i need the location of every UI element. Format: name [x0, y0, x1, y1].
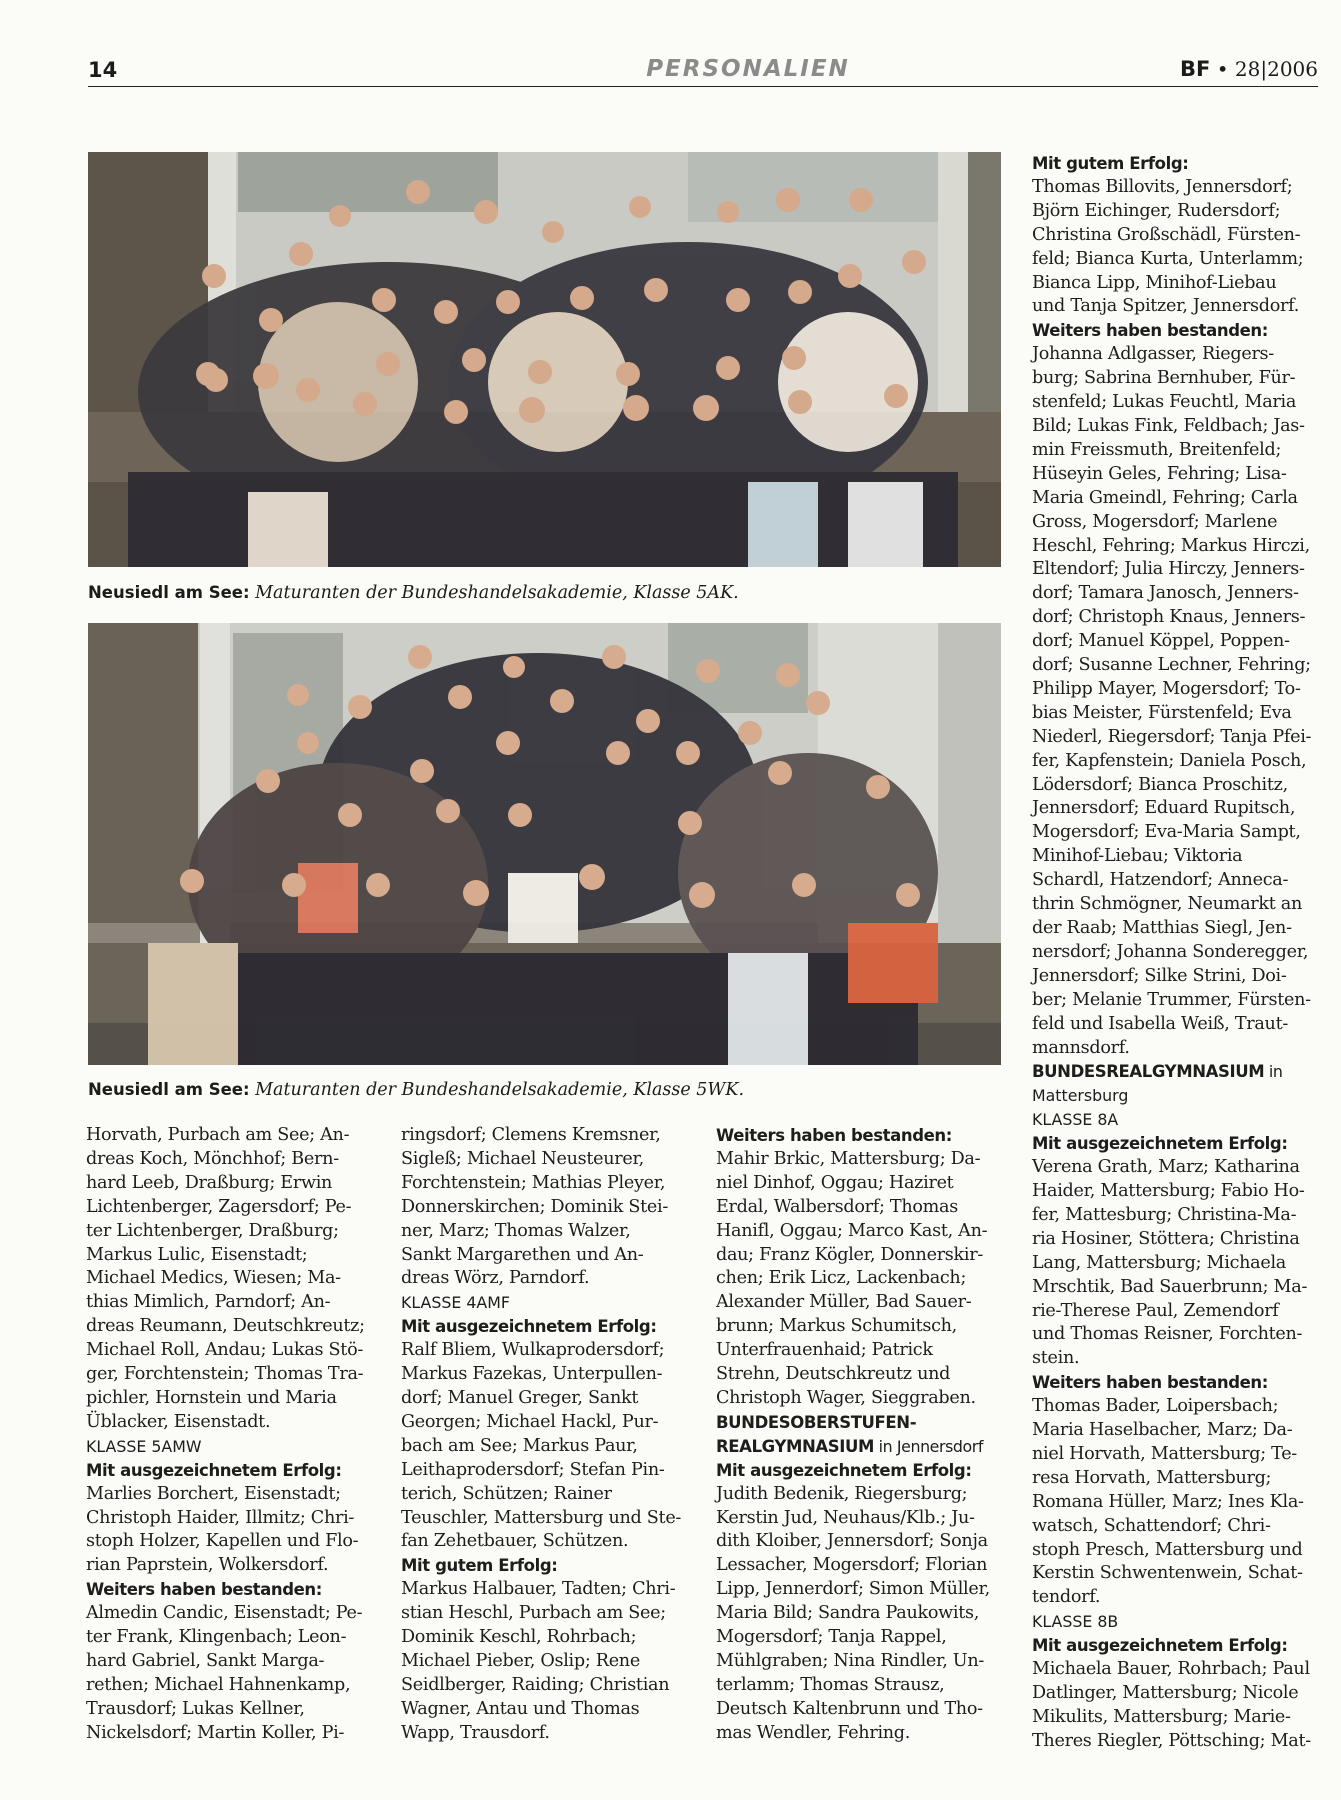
- text-line: Wapp, Trausdorf.: [401, 1722, 550, 1743]
- text-line: dith Kloiber, Jennersdorf; Sonja: [716, 1531, 988, 1552]
- text-line: Georgen; Michael Hackl, Pur-: [401, 1411, 659, 1432]
- separator-dot: •: [1216, 57, 1229, 81]
- text-line: Markus Halbauer, Tadten; Chri-: [401, 1579, 676, 1600]
- text-line: Judith Bedenik, Riegersburg;: [716, 1483, 968, 1504]
- text-line: Kerstin Jud, Neuhaus/Klb.; Ju-: [716, 1507, 975, 1528]
- text-line: Lichtenberger, Zagersdorf; Pe-: [86, 1196, 352, 1217]
- text-line: Mikulits, Mattersburg; Marie-: [1032, 1706, 1291, 1727]
- subheading: Mit ausgezeichnetem Erfolg:: [401, 1317, 657, 1337]
- text-line: Maria Gmeindl, Fehring; Carla: [1032, 487, 1298, 508]
- text-line: Christoph Haider, Illmitz; Chri-: [86, 1507, 355, 1528]
- school-heading: [716, 1435, 990, 1459]
- text-line: ria Hosiner, Stöttera; Christina: [1032, 1228, 1300, 1249]
- subheading: Mit ausgezeichnetem Erfolg:: [1032, 1134, 1288, 1154]
- subheading: Weiters haben bestanden:: [716, 1126, 952, 1145]
- text-line: Mühlgraben; Nina Rindler, Un-: [716, 1650, 984, 1671]
- text-line: ger, Forchtenstein; Thomas Tra-: [86, 1364, 364, 1385]
- text-line: feld; Bianca Kurta, Unterlamm;: [1032, 248, 1304, 269]
- text-line: Romana Hüller, Marz; Ines Kla-: [1032, 1491, 1304, 1512]
- photo-caption-5ak: [88, 582, 1001, 604]
- text-line: Lang, Mattersburg; Michaela: [1032, 1252, 1286, 1273]
- subheading: Mit ausgezeichnetem Erfolg:: [86, 1460, 342, 1480]
- text-line: Sigleß; Michael Neusteurer,: [401, 1148, 644, 1169]
- class-label: KLASSE 4AMF: [401, 1293, 510, 1313]
- text-line: Lessacher, Mogersdorf; Florian: [716, 1555, 988, 1576]
- caption-description: Maturanten der Bundeshandelsakademie, Klasse 5WK.: [249, 1080, 745, 1100]
- text-line: dorf; Manuel Köppel, Poppen-: [1032, 631, 1290, 652]
- text-line: stein.: [1032, 1348, 1080, 1369]
- issue-number: 28|2006: [1234, 57, 1318, 81]
- text-line: Björn Eichinger, Rudersdorf;: [1032, 200, 1281, 221]
- text-line: chen; Erik Licz, Lackenbach;: [716, 1268, 967, 1289]
- text-line: und Thomas Reisner, Forchten-: [1032, 1324, 1303, 1345]
- caption-place: Neusiedl am See:: [88, 583, 250, 602]
- text-line: Lödersdorf; Bianca Proschitz,: [1032, 774, 1288, 795]
- school-location-prefix: in: [1264, 1062, 1283, 1082]
- school-name: REALGYMNASIUM: [716, 1436, 875, 1456]
- text-line: Lipp, Jennerdorf; Simon Müller,: [716, 1579, 990, 1600]
- text-line: niel Horvath, Mattersburg; Te-: [1032, 1443, 1297, 1464]
- text-line: thrin Schmögner, Neumarkt an: [1032, 894, 1303, 915]
- publication-name: BF: [1180, 57, 1211, 81]
- text-line: Michael Pieber, Oslip; Rene: [401, 1650, 640, 1671]
- text-line: und Tanja Spitzer, Jennersdorf.: [1032, 296, 1300, 317]
- text-line: Dominik Keschl, Rohrbach;: [401, 1627, 637, 1648]
- text-line: stenfeld; Lukas Feuchtl, Maria: [1032, 392, 1297, 413]
- text-line: nersdorf; Johanna Sonderegger,: [1032, 941, 1309, 962]
- school-location: in Jennersdorf: [874, 1436, 984, 1456]
- text-line: Schardl, Hatzendorf; Anneca-: [1032, 870, 1289, 891]
- text-line: ter Lichtenberger, Draßburg;: [86, 1220, 339, 1241]
- school-name: BUNDESREALGYMNASIUM: [1032, 1062, 1265, 1082]
- text-line: Theres Riegler, Pöttsching; Mat-: [1032, 1730, 1311, 1751]
- text-line: Üblacker, Eisenstadt.: [86, 1411, 271, 1432]
- text-line: fan Zehetbauer, Schützen.: [401, 1531, 629, 1552]
- text-line: rian Paprstein, Wolkersdorf.: [86, 1555, 329, 1576]
- issue-info: [1180, 57, 1318, 81]
- text-line: Mrschtik, Bad Sauerbrunn; Ma-: [1032, 1276, 1308, 1297]
- text-line: stoph Holzer, Kapellen und Flo-: [86, 1531, 359, 1552]
- text-line: Mogersdorf; Tanja Rappel,: [716, 1627, 947, 1648]
- text-line: Leithaprodersdorf; Stefan Pin-: [401, 1459, 665, 1480]
- text-line: dorf; Christoph Knaus, Jenners-: [1032, 607, 1306, 628]
- text-line: Christoph Wager, Sieggraben.: [716, 1387, 976, 1408]
- text-line: Deutsch Kaltenbrunn und Tho-: [716, 1698, 983, 1719]
- group-photo-5wk-image: [88, 623, 1001, 1065]
- group-photo-5wk: [88, 623, 1001, 1065]
- text-line: Maria Bild; Sandra Paukowits,: [716, 1603, 980, 1624]
- class-label: KLASSE 8A: [1032, 1110, 1119, 1130]
- caption-place: Neusiedl am See:: [88, 1080, 250, 1099]
- text-line: Jennersdorf; Eduard Rupitsch,: [1032, 798, 1296, 819]
- text-line: Mogersdorf; Eva-Maria Sampt,: [1032, 822, 1301, 843]
- text-line: hard Leeb, Draßburg; Erwin: [86, 1172, 333, 1193]
- text-line: Mahir Brkic, Mattersburg; Da-: [716, 1148, 981, 1169]
- text-line: Christina Großschädl, Fürsten-: [1032, 224, 1301, 245]
- text-line: Bild; Lukas Fink, Feldbach; Jas-: [1032, 415, 1305, 436]
- text-line: Alexander Müller, Bad Sauer-: [716, 1292, 972, 1313]
- text-line: terlamm; Thomas Strausz,: [716, 1674, 945, 1695]
- page-header: [88, 56, 1318, 87]
- text-line: Hüseyin Geles, Fehring; Lisa-: [1032, 463, 1287, 484]
- page-number: 14: [88, 58, 118, 82]
- text-line: ter Frank, Klingenbach; Leon-: [86, 1627, 347, 1648]
- text-line: mannsdorf.: [1032, 1037, 1130, 1058]
- text-line: feld und Isabella Weiß, Traut-: [1032, 1013, 1289, 1034]
- text-line: Michael Roll, Andau; Lukas Stö-: [86, 1340, 364, 1361]
- text-line: Wagner, Antau und Thomas: [401, 1698, 640, 1719]
- text-column-1: [86, 1124, 365, 1746]
- subheading: Mit gutem Erfolg:: [401, 1556, 558, 1576]
- school-location: Mattersburg: [1032, 1086, 1129, 1106]
- text-line: Thomas Bader, Loipersbach;: [1032, 1396, 1279, 1417]
- text-line: Johanna Adlgasser, Riegers-: [1032, 344, 1274, 365]
- class-label: KLASSE 8B: [1032, 1612, 1119, 1632]
- text-line: Ralf Bliem, Wulkaprodersdorf;: [401, 1340, 665, 1361]
- text-line: dorf; Manuel Greger, Sankt: [401, 1387, 639, 1408]
- text-line: Michaela Bauer, Rohrbach; Paul: [1032, 1659, 1310, 1680]
- text-line: dreas Wörz, Parndorf.: [401, 1268, 590, 1289]
- text-line: hard Gabriel, Sankt Marga-: [86, 1650, 325, 1671]
- text-line: watsch, Schattendorf; Chri-: [1032, 1515, 1271, 1536]
- text-line: Bianca Lipp, Minihof-Liebau: [1032, 272, 1277, 293]
- subheading: Mit ausgezeichnetem Erfolg:: [716, 1460, 972, 1480]
- school-heading: BUNDESOBERSTUFEN-: [716, 1412, 917, 1432]
- text-line: niel Dinhof, Oggau; Haziret: [716, 1172, 954, 1193]
- text-line: stoph Presch, Mattersburg und: [1032, 1539, 1303, 1560]
- text-line: brunn; Markus Schumitsch,: [716, 1316, 957, 1337]
- caption-description: Maturanten der Bundeshandelsakademie, Klasse 5AK.: [249, 583, 739, 603]
- subheading: Mit gutem Erfolg:: [1032, 154, 1189, 173]
- text-line: Forchtenstein; Mathias Pleyer,: [401, 1172, 666, 1193]
- text-line: Unterfrauenhaid; Patrick: [716, 1340, 933, 1361]
- school-heading: [1032, 1060, 1311, 1084]
- text-line: mas Wendler, Fehring.: [716, 1722, 911, 1743]
- section-title: PERSONALIEN: [646, 56, 850, 82]
- text-line: burg; Sabrina Bernhuber, Für-: [1032, 368, 1296, 389]
- text-line: dreas Koch, Mönchhof; Bern-: [86, 1148, 339, 1169]
- group-photo-5ak: [88, 152, 1001, 567]
- subheading: Weiters haben bestanden:: [1032, 321, 1268, 341]
- text-line: bias Meister, Fürstenfeld; Eva: [1032, 702, 1292, 723]
- subheading: Weiters haben bestanden:: [1032, 1373, 1268, 1393]
- text-line: Teuschler, Mattersburg und Ste-: [401, 1507, 682, 1528]
- text-line: Marlies Borchert, Eisenstadt;: [86, 1483, 341, 1504]
- text-line: ner, Marz; Thomas Walzer,: [401, 1220, 631, 1241]
- text-line: min Freissmuth, Breitenfeld;: [1032, 439, 1282, 460]
- text-line: Philipp Mayer, Mogersdorf; To-: [1032, 678, 1301, 699]
- text-line: Nickelsdorf; Martin Koller, Pi-: [86, 1722, 345, 1743]
- text-line: stian Heschl, Purbach am See;: [401, 1603, 666, 1624]
- text-column-2: [401, 1124, 681, 1746]
- class-label: KLASSE 5AMW: [86, 1436, 202, 1456]
- text-line: der Raab; Matthias Siegl, Jen-: [1032, 918, 1292, 938]
- text-line: Horvath, Purbach am See; An-: [86, 1125, 350, 1145]
- text-line: Eltendorf; Julia Hirczy, Jenners-: [1032, 559, 1305, 580]
- text-line: terich, Schützen; Rainer: [401, 1483, 612, 1504]
- photo-caption-5wk: [88, 1079, 1001, 1101]
- text-line: Trausdorf; Lukas Kellner,: [86, 1698, 305, 1719]
- text-line: Haider, Mattersburg; Fabio Ho-: [1032, 1180, 1305, 1201]
- text-line: Strehn, Deutschkreutz und: [716, 1364, 951, 1385]
- text-line: dorf; Susanne Lechner, Fehring;: [1032, 655, 1311, 676]
- text-line: Kerstin Schwentenwein, Schat-: [1032, 1563, 1303, 1584]
- text-line: dau; Franz Kögler, Donnerskir-: [716, 1244, 983, 1265]
- text-column-3: [716, 1124, 990, 1746]
- text-line: resa Horvath, Mattersburg;: [1032, 1467, 1272, 1488]
- text-line: ringsdorf; Clemens Kremsner,: [401, 1125, 661, 1145]
- text-line: Datlinger, Mattersburg; Nicole: [1032, 1683, 1299, 1703]
- text-line: Sankt Margarethen und An-: [401, 1244, 644, 1265]
- text-line: Verena Grath, Marz; Katharina: [1032, 1157, 1300, 1178]
- text-line: ber; Melanie Trummer, Fürsten-: [1032, 989, 1311, 1010]
- text-line: pichler, Hornstein und Maria: [86, 1387, 337, 1408]
- text-line: fer, Kapfenstein; Daniela Posch,: [1032, 750, 1307, 771]
- text-line: Maria Haselbacher, Marz; Da-: [1032, 1420, 1293, 1441]
- text-line: Markus Lulic, Eisenstadt;: [86, 1244, 308, 1265]
- text-line: Hanifl, Oggau; Marco Kast, An-: [716, 1220, 988, 1241]
- group-photo-5ak-image: [88, 152, 1001, 567]
- text-line: Seidlberger, Raiding; Christian: [401, 1674, 670, 1695]
- text-line: dorf; Tamara Janosch, Jenners-: [1032, 583, 1299, 604]
- subheading: Weiters haben bestanden:: [86, 1580, 322, 1600]
- text-line: tendorf.: [1032, 1587, 1101, 1608]
- text-line: Michael Medics, Wiesen; Ma-: [86, 1268, 341, 1289]
- text-line: Almedin Candic, Eisenstadt; Pe-: [86, 1603, 363, 1624]
- text-line: Markus Fazekas, Unterpullen-: [401, 1364, 663, 1385]
- text-line: Gross, Mogersdorf; Marlene: [1032, 511, 1278, 532]
- text-line: Erdal, Walbersdorf; Thomas: [716, 1196, 958, 1217]
- text-column-4: [1032, 152, 1311, 1754]
- text-line: bach am See; Markus Paur,: [401, 1435, 638, 1456]
- text-line: fer, Mattesburg; Christina-Ma-: [1032, 1204, 1297, 1225]
- text-line: rie-Therese Paul, Zemendorf: [1032, 1300, 1279, 1321]
- text-line: Thomas Billovits, Jennersdorf;: [1032, 176, 1293, 197]
- subheading: Mit ausgezeichnetem Erfolg:: [1032, 1636, 1288, 1656]
- text-line: Minihof-Liebau; Viktoria: [1032, 846, 1243, 867]
- text-line: Niederl, Riegersdorf; Tanja Pfei-: [1032, 726, 1312, 747]
- text-line: Donnerskirchen; Dominik Stei-: [401, 1196, 668, 1217]
- text-line: thias Mimlich, Parndorf; An-: [86, 1292, 331, 1313]
- text-line: dreas Reumann, Deutschkreutz;: [86, 1316, 365, 1337]
- text-line: Jennersdorf; Silke Strini, Doi-: [1032, 965, 1287, 986]
- text-line: rethen; Michael Hahnenkamp,: [86, 1674, 351, 1695]
- text-line: Heschl, Fehring; Markus Hirczi,: [1032, 535, 1310, 556]
